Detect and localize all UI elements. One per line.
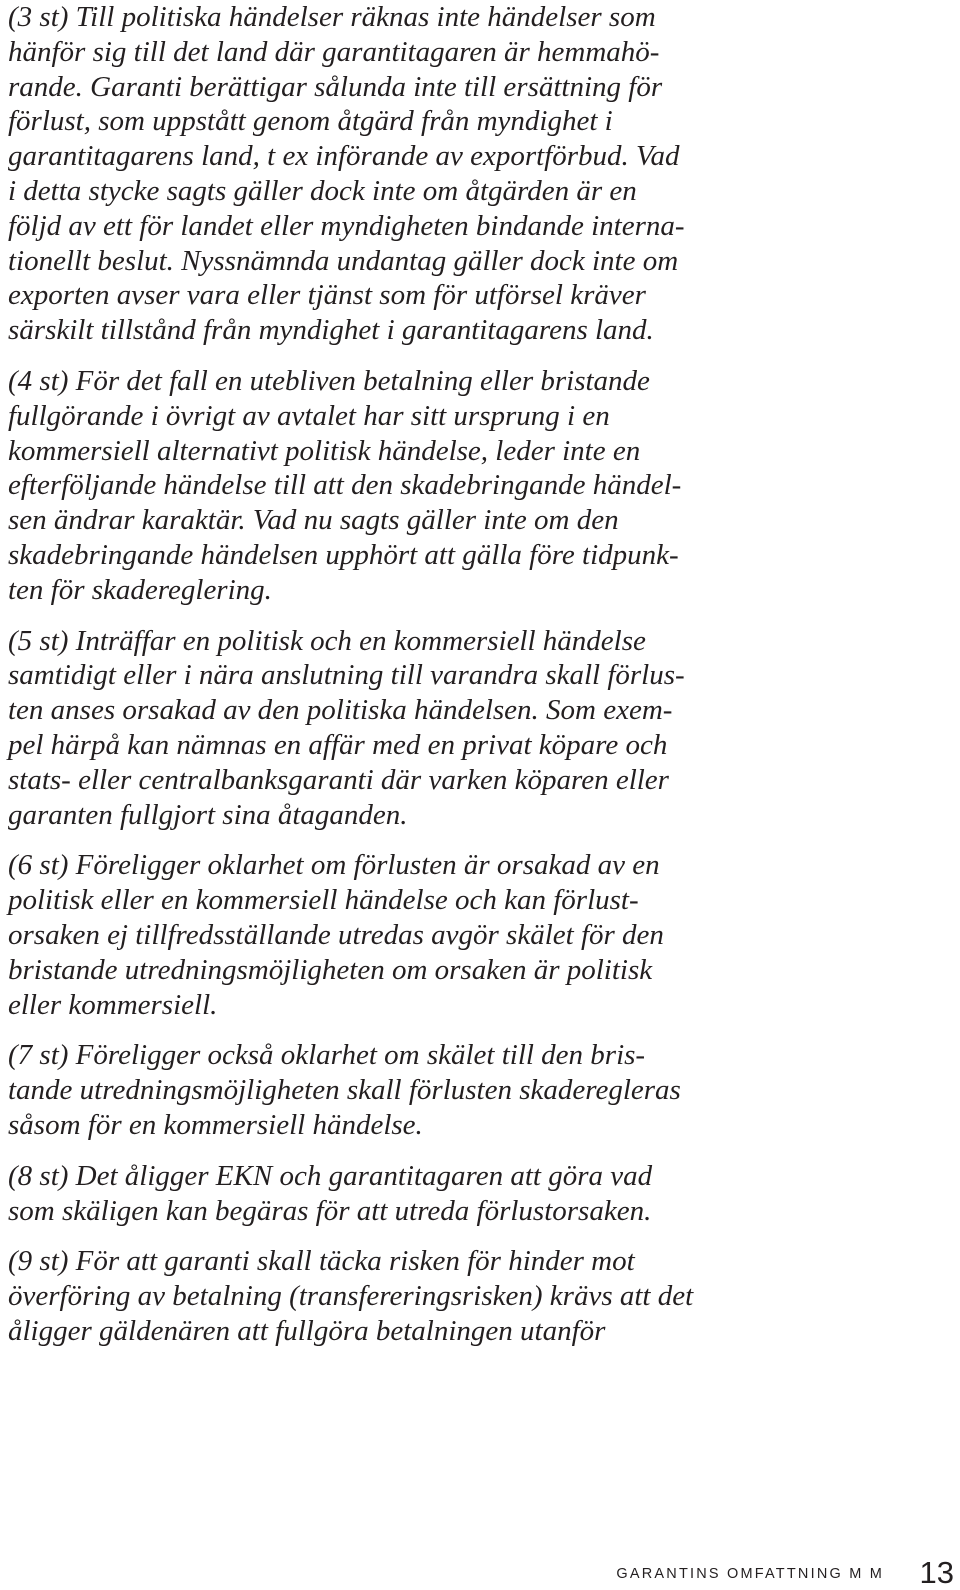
text-line: (5 st) Inträffar en politisk och en kommersiell händelse	[8, 624, 646, 657]
paragraph-4-st	[8, 364, 953, 608]
text-line: pel härpå kan nämnas en affär med en privat köpare och	[8, 728, 668, 761]
paragraph-5-st	[8, 624, 953, 833]
page-footer	[0, 1552, 960, 1588]
paragraph-3-st	[8, 0, 953, 348]
paragraph-6-st	[8, 848, 953, 1022]
text-line: (7 st) Föreligger också oklarhet om skälet till den bris-	[8, 1039, 646, 1072]
text-line: garanten fullgjort sina åtaganden.	[8, 798, 408, 831]
text-line: tionellt beslut. Nyssnämnda undantag gäller dock inte om	[8, 244, 679, 277]
text-line: rande. Garanti berättigar sålunda inte till ersättning för	[8, 70, 663, 103]
text-line: sen ändrar karaktär. Vad nu sagts gäller inte om den	[8, 504, 619, 537]
text-line: stats- eller centralbanksgaranti där varken köparen eller	[8, 763, 669, 796]
text-line: politisk eller en kommersiell händelse och kan förlust-	[8, 884, 639, 917]
text-line: exporten avser vara eller tjänst som för utförsel kräver	[8, 279, 646, 312]
text-line: skadebringande händelsen upphört att gälla före tidpunk-	[8, 538, 679, 571]
text-line: hänför sig till det land där garantitagaren är hemmahö-	[8, 35, 660, 68]
page-number: 13	[919, 1555, 954, 1590]
text-line: garantitagarens land, t ex införande av exportförbud. Vad	[8, 140, 680, 173]
text-line: ten anses orsakad av den politiska händelsen. Som exem-	[8, 694, 673, 727]
text-line: (6 st) Föreligger oklarhet om förlusten är orsakad av en	[8, 849, 660, 882]
text-line: kommersiell alternativt politisk händelse, leder inte en	[8, 434, 641, 467]
text-line: tande utredningsmöjligheten skall förlusten skaderegleras	[8, 1074, 681, 1107]
text-line: överföring av betalning (transfereringsrisken) krävs att det	[8, 1280, 694, 1313]
paragraph-9-st	[8, 1244, 953, 1348]
text-line: åligger gäldenären att fullgöra betalningen utanför	[8, 1314, 606, 1347]
text-line: såsom för en kommersiell händelse.	[8, 1108, 423, 1141]
text-line: i detta stycke sagts gäller dock inte om åtgärden är en	[8, 174, 637, 207]
text-line: som skäligen kan begäras för att utreda förlustorsaken.	[8, 1194, 652, 1227]
text-line: orsaken ej tillfredsställande utredas avgör skälet för den	[8, 918, 664, 951]
text-line: följd av ett för landet eller myndigheten bindande interna-	[8, 209, 685, 242]
text-line: (9 st) För att garanti skall täcka risken för hinder mot	[8, 1245, 635, 1278]
text-line: (3 st) Till politiska händelser räknas inte händelser som	[8, 1, 656, 33]
text-line: särskilt tillstånd från myndighet i garantitagarens land.	[8, 314, 654, 347]
text-line: samtidigt eller i nära anslutning till varandra skall förlus-	[8, 659, 685, 692]
text-line: förlust, som uppstått genom åtgärd från myndighet i	[8, 105, 613, 138]
text-line: bristande utredningsmöjligheten om orsaken är politisk	[8, 953, 653, 986]
text-line: (8 st) Det åligger EKN och garantitagaren att göra vad	[8, 1159, 653, 1192]
text-line: efterföljande händelse till att den skadebringande händel-	[8, 469, 682, 502]
text-line: eller kommersiell.	[8, 988, 218, 1021]
paragraph-7-st	[8, 1038, 953, 1142]
running-head: GARANTINS OMFATTNING M M	[616, 1566, 884, 1582]
text-line: (4 st) För det fall en utebliven betalning eller bristande	[8, 364, 650, 397]
body-text	[8, 0, 953, 1349]
paragraph-8-st	[8, 1159, 953, 1229]
text-line: ten för skadereglering.	[8, 573, 272, 606]
text-line: fullgörande i övrigt av avtalet har sitt ursprung i en	[8, 399, 610, 432]
